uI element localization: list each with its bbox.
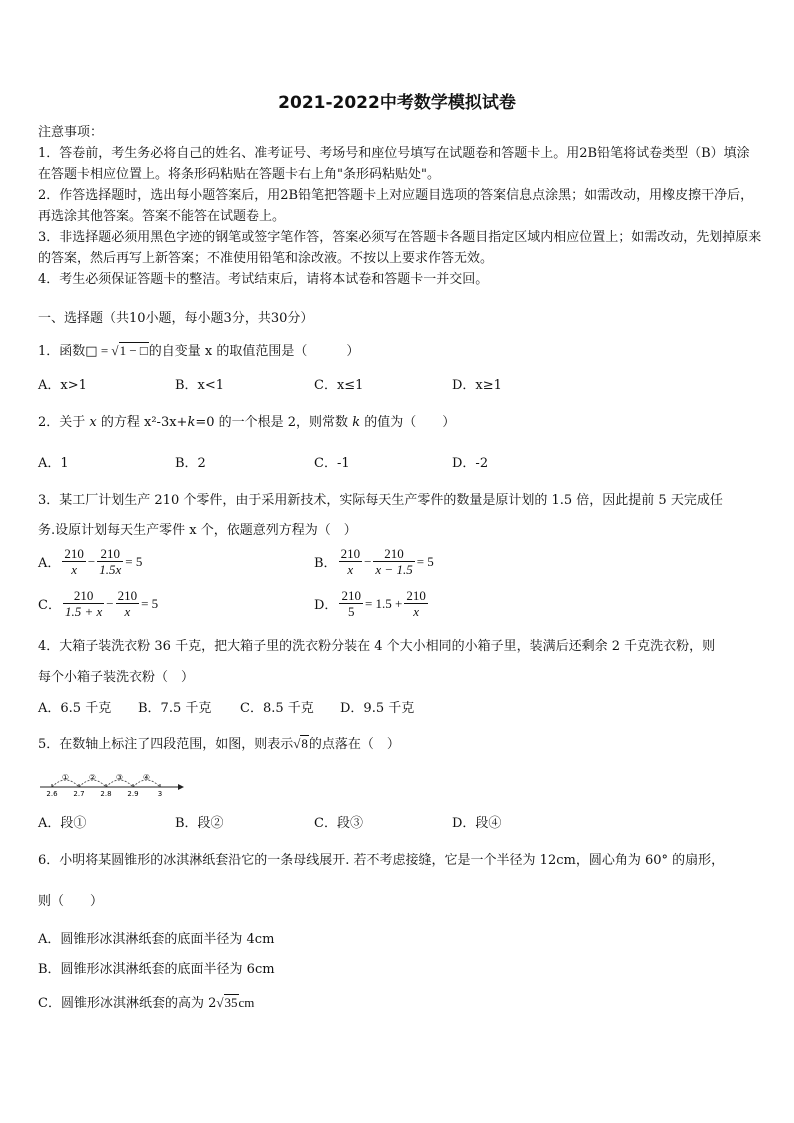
q5-prefix: 5．在数轴上标注了四段范围，如图，则表示 xyxy=(38,737,294,752)
question-4-line-2: 每个小箱子装洗衣粉（ ） xyxy=(38,670,195,685)
sqrt-icon: √ xyxy=(111,343,119,358)
axis-tick-label: 2.9 xyxy=(127,790,139,798)
page-title: 2021-2022中考数学模拟试卷 xyxy=(278,93,516,113)
q3-option-d[interactable] xyxy=(314,588,430,619)
question-6-line-1: 6．小明将某圆锥形的冰淇淋纸套沿它的一条母线展开. 若不考虑接缝，它是一个半径为 12cm，圆心角为 60° 的扇形， xyxy=(38,853,725,868)
q2-text: 的值为（ ） xyxy=(360,415,456,430)
q1-option-c[interactable]: C．x≤1 xyxy=(314,378,364,393)
axis-arrow-icon xyxy=(178,784,184,790)
q1-box: □ xyxy=(85,344,98,359)
operator: = 1.5 + xyxy=(364,595,403,611)
q2-text: =0 的一个根是 2，则常数 xyxy=(195,415,353,430)
fraction: $\frac{210}{1.5 + x}$ xyxy=(64,588,103,619)
sqrt-icon: √ xyxy=(293,736,301,751)
operator: − xyxy=(87,553,96,569)
q4-option-b[interactable]: B．7.5 千克 xyxy=(138,701,212,716)
fraction: $\frac{210}{1.5x}$ xyxy=(99,546,122,577)
option-label: B． xyxy=(314,556,337,571)
q2-option-a[interactable]: A．1 xyxy=(38,456,69,471)
operator: − xyxy=(106,595,114,611)
fraction: $\frac{210}{x}$ xyxy=(340,546,361,577)
rhs: = 5 xyxy=(125,553,143,569)
q2-option-d[interactable]: D．-2 xyxy=(452,456,489,471)
q5-option-c[interactable]: C．段③ xyxy=(314,816,363,831)
option-label: A． xyxy=(38,556,61,571)
q5-radicand: 8 xyxy=(301,736,308,751)
q6-c-radicand: 35 xyxy=(224,995,238,1010)
q5-option-d[interactable]: D．段④ xyxy=(452,816,502,831)
q2-var-k: k xyxy=(352,415,361,430)
question-4-line-1: 4．大箱子装洗衣粉 36 千克，把大箱子里的洗衣粉分装在 4 个大小相同的小箱子里，装满后还剩余 2 千克洗衣粉，则 xyxy=(38,639,716,654)
q6-c-prefix: C．圆锥形冰淇淋纸套的高为 2 xyxy=(38,996,217,1011)
q6-option-c[interactable] xyxy=(38,992,254,1011)
q1-prefix: 1．函数 xyxy=(38,344,86,359)
q2-option-c[interactable]: C．-1 xyxy=(314,456,350,471)
q2-var-x: x xyxy=(89,415,97,430)
q2-var-k: k xyxy=(187,415,196,430)
q1-suffix: 的自变量 x 的取值范围是（ ） xyxy=(148,344,360,359)
notice-block xyxy=(38,122,762,290)
notice-item: 3．非选择题必须用黑色字迹的钢笔或签字笔作答，答案必须写在答题卡各题目指定区域内相应位置上；如需改动，先划掉原来的答案，然后再写上新答案；不准使用铅笔和涂改液。不按以上要求作答无效。 xyxy=(38,230,762,266)
axis-tick-label: 3 xyxy=(157,790,163,798)
q2-option-b[interactable]: B．2 xyxy=(175,456,206,471)
fraction: $\frac{210}{x}$ xyxy=(117,588,138,619)
fraction: $\frac{210}{5}$ xyxy=(341,588,361,619)
notice-item: 2．作答选择题时，选出每小题答案后，用2B铅笔把答题卡上对应题目选项的答案信息点涂黑；如需改动，用橡皮擦干净后，再选涂其他答案。答案不能答在试题卷上。 xyxy=(38,188,754,224)
q6-c-unit: cm xyxy=(238,995,255,1010)
section-heading: 一、选择题（共10小题，每小题3分，共30分） xyxy=(38,311,314,326)
q2-text: 2．关于 xyxy=(38,415,90,430)
axis-tick-label: 2.7 xyxy=(73,790,85,798)
option-label: C． xyxy=(38,598,61,613)
option-label: D． xyxy=(314,598,338,613)
question-2 xyxy=(38,411,455,430)
q4-option-d[interactable]: D．9.5 千克 xyxy=(340,701,415,716)
question-6-line-2: 则（ ） xyxy=(38,894,104,909)
q2-text: 的方程 x²-3x+ xyxy=(96,415,188,430)
notice-heading: 注意事项： xyxy=(38,125,104,140)
segment-label: ② xyxy=(88,773,97,782)
fraction: $\frac{210}{x - 1.5}$ xyxy=(375,546,413,577)
q1-eq: = xyxy=(97,343,112,358)
q5-option-b[interactable]: B．段② xyxy=(175,816,224,831)
segment-label: ③ xyxy=(115,773,124,782)
axis-tick-label: 2.8 xyxy=(100,790,112,798)
axis-tick-label: 2.6 xyxy=(46,790,58,798)
question-3-line-1: 3．某工厂计划生产 210 个零件，由于采用新技术，实际每天生产零件的数量是原计划的 1.5 倍，因此提前 5 天完成任 xyxy=(38,493,723,508)
q3-option-a[interactable] xyxy=(38,546,142,577)
q1-option-a[interactable]: A．x>1 xyxy=(38,378,87,393)
q3-option-c[interactable] xyxy=(38,588,158,619)
q6-option-b[interactable]: B．圆锥形冰淇淋纸套的底面半径为 6cm xyxy=(38,962,275,977)
notice-item: 4．考生必须保证答题卡的整洁。考试结束后，请将本试卷和答题卡一并交回。 xyxy=(38,272,489,287)
q6-option-a[interactable]: A．圆锥形冰淇淋纸套的底面半径为 4cm xyxy=(38,932,275,947)
operator: − xyxy=(364,553,372,569)
segment-label: ④ xyxy=(142,773,151,782)
rhs: = 5 xyxy=(416,553,434,569)
number-line-figure xyxy=(38,766,188,798)
segment-label: ① xyxy=(61,773,70,782)
question-3-line-2: 务.设原计划每天生产零件 x 个，依题意列方程为（ ） xyxy=(38,523,357,538)
fraction: $\frac{210}{x}$ xyxy=(406,588,426,619)
rhs: = 5 xyxy=(141,595,159,611)
notice-item: 1．答卷前，考生务必将自己的姓名、准考证号、考场号和座位号填写在试题卷和答题卡上。用2B铅笔将试卷类型（B）填涂在答题卡相应位置上。将条形码粘贴在答题卡右上角"条形码粘贴处"。 xyxy=(38,146,750,182)
sqrt-icon: √ xyxy=(216,995,224,1010)
q4-option-a[interactable]: A．6.5 千克 xyxy=(38,701,112,716)
question-1 xyxy=(38,340,359,359)
q5-option-a[interactable]: A．段① xyxy=(38,816,87,831)
q4-option-c[interactable]: C．8.5 千克 xyxy=(240,701,314,716)
fraction: $\frac{210}{x}$ xyxy=(64,546,84,577)
q5-suffix: 的点落在（ ） xyxy=(308,737,400,752)
q1-option-b[interactable]: B．x<1 xyxy=(175,378,225,393)
q3-option-b[interactable] xyxy=(314,546,434,577)
q1-option-d[interactable]: D．x≥1 xyxy=(452,378,502,393)
question-5 xyxy=(38,733,400,752)
q1-radicand: 1 − □ xyxy=(119,343,148,358)
